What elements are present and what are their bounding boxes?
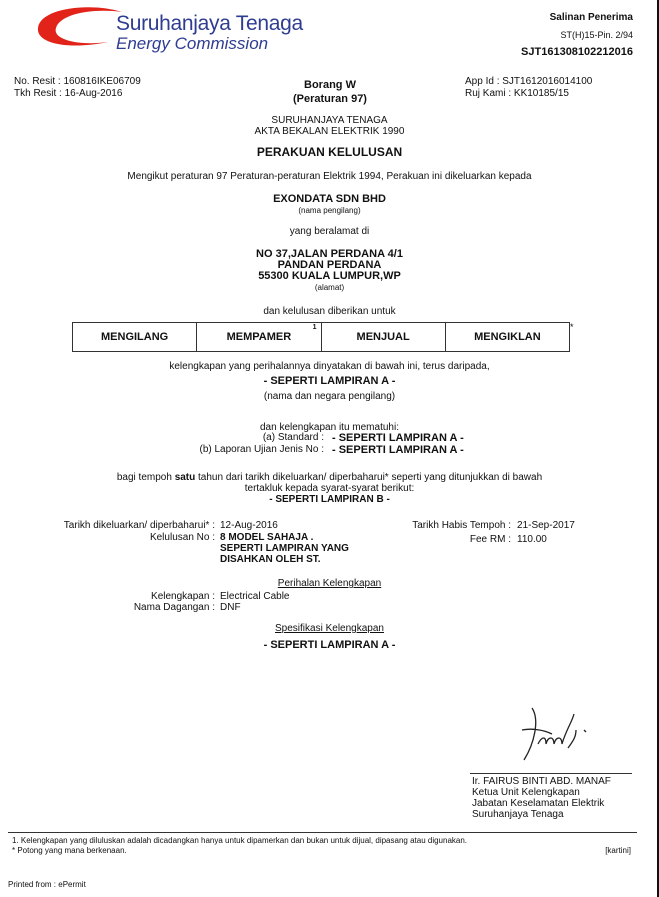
receipt-date: Tkh Resit : 16-Aug-2016 (14, 88, 123, 99)
logo-line1: Suruhanjaya Tenaga (116, 12, 303, 35)
expiry-label: Tarikh Habis Tempoh : (412, 520, 511, 531)
approval-no-line-2: SEPERTI LAMPIRAN YANG (220, 543, 349, 554)
activity-cell (446, 323, 569, 351)
address-line-3: 55300 KUALA LUMPUR,WP (258, 270, 401, 282)
spec-heading: Spesifikasi Kelengkapan (275, 623, 384, 634)
printed-from: Printed from : ePermit (8, 880, 86, 889)
certificate-title: PERAKUAN KELULUSAN (256, 145, 403, 159)
period-years: satu (174, 472, 196, 483)
expiry-value: 21-Sep-2017 (517, 520, 575, 531)
activity-cell (197, 323, 321, 351)
signatory-name: Ir. FAIRUS BINTI ABD. MANAF (472, 776, 611, 787)
equipment-heading: Perihalan Kelengkapan (277, 578, 382, 589)
signature-line (470, 773, 632, 774)
period-text: bagi tempoh satu tahun dari tarikh dikeluarkan/ diperbaharui* seperti yang ditunjukkan di bawah (116, 472, 543, 483)
conditions-value: - SEPERTI LAMPIRAN B - (269, 494, 390, 505)
address-line-1: NO 37,JALAN PERDANA 4/1 (256, 248, 403, 260)
clerk-tag: [kartini] (605, 846, 631, 855)
fee-value: 110.00 (517, 534, 547, 545)
logo-line2: Energy Commission (116, 34, 269, 53)
manufacturer-value: - SEPERTI LAMPIRAN A - (263, 375, 396, 387)
footnote-2: * Potong yang mana berkenaan. (12, 846, 127, 855)
energy-commission-logo (30, 6, 310, 56)
approval-intro: dan kelulusan diberikan untuk (263, 306, 396, 317)
activity-label: MEMPAMER (226, 331, 292, 343)
footer-rule (8, 832, 637, 833)
approval-no-line-1: 8 MODEL SAHAJA . (220, 532, 314, 543)
authority: SURUHANJAYA TENAGA (271, 115, 388, 126)
asterisk-mark: * (570, 322, 574, 332)
compliance-intro: dan kelengkapan itu mematuhi: (260, 422, 399, 433)
serial-number: SJT161308102212016 (521, 46, 633, 58)
standard-value: - SEPERTI LAMPIRAN A - (332, 432, 464, 444)
trade-name-label: Nama Dagangan : (133, 602, 215, 613)
activity-label: MENGILANG (101, 331, 169, 343)
issued-date-value: 12-Aug-2016 (220, 520, 278, 531)
receipt-no: No. Resit : 160816IKE06709 (14, 76, 141, 87)
standard-label: (a) Standard : (262, 432, 324, 443)
spec-value: - SEPERTI LAMPIRAN A - (263, 639, 396, 651)
footnote-1: 1. Kelengkapan yang diluluskan adalah dicadangkan hanya untuk dipamerkan dan bukan untuk dijual, dipasang atau digunakan. (12, 836, 468, 845)
equipment-value: Electrical Cable (220, 591, 290, 602)
test-report-value: - SEPERTI LAMPIRAN A - (332, 444, 464, 456)
signatory-organisation: Suruhanjaya Tenaga (472, 809, 564, 820)
activity-cell (322, 323, 446, 351)
signature (512, 700, 602, 768)
activity-label: MENJUAL (356, 331, 410, 343)
address-line-2: PANDAN PERDANA (277, 259, 382, 271)
swoosh-icon (30, 6, 126, 54)
form-name: Borang W (304, 79, 356, 91)
equipment-intro: kelengkapan yang perihalannya dinyatakan di bawah ini, terus daripada, (169, 361, 490, 372)
app-id: App Id : SJT1612016014100 (465, 76, 593, 87)
issued-date-label: Tarikh dikeluarkan/ diperbaharui* : (63, 520, 215, 531)
company-name: EXONDATA SDN BHD (273, 193, 386, 205)
activity-cell (73, 323, 197, 351)
conditions-intro: tertakluk kepada syarat-syarat berikut: (244, 483, 415, 494)
activities-box (72, 322, 570, 352)
trade-name-value: DNF (220, 602, 241, 613)
fee-label: Fee RM : (469, 534, 511, 545)
manufacturer-caption: (nama dan negara pengilang) (263, 391, 396, 402)
signatory-department: Jabatan Keselamatan Elektrik (472, 798, 605, 809)
test-report-label: (b) Laporan Ujian Jenis No : (199, 444, 324, 455)
footnote-mark: 1 (312, 324, 317, 331)
our-ref: Ruj Kami : KK10185/15 (465, 88, 569, 99)
company-caption: (nama pengilang) (298, 206, 361, 215)
act: AKTA BEKALAN ELEKTRIK 1990 (254, 126, 405, 137)
approval-no-line-3: DISAHKAN OLEH ST. (220, 554, 321, 565)
form-ref: ST(H)15-Pin. 2/94 (560, 30, 633, 40)
intro-text: Mengikut peraturan 97 Peraturan-peraturan Elektrik 1994, Perakuan ini dikeluarkan kepada (127, 171, 532, 182)
equipment-label: Kelengkapan : (151, 591, 215, 602)
address-intro: yang beralamat di (289, 226, 370, 237)
regulation: (Peraturan 97) (293, 93, 367, 105)
copy-label: Salinan Penerima (549, 12, 633, 23)
signatory-position: Ketua Unit Kelengkapan (472, 787, 580, 798)
address-caption: (alamat) (314, 283, 345, 292)
activity-label: MENGIKLAN (474, 331, 541, 343)
approval-no-label: Kelulusan No : (149, 532, 215, 543)
